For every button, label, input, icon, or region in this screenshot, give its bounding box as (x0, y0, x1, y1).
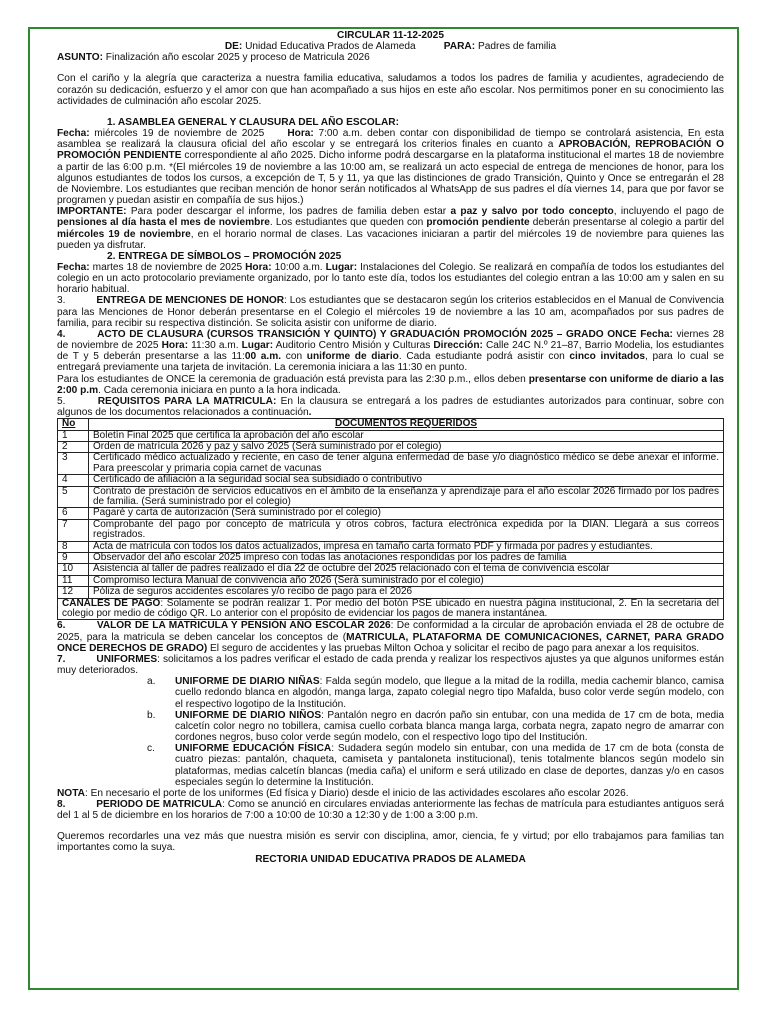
table-row (58, 508, 724, 519)
row-document: Certificado de afiliación a la seguridad social sea subsidiado o contributivo (89, 475, 724, 486)
s3-title: ENTREGA DE MENCIONES DE HONOR (96, 295, 285, 307)
row-number: 7 (58, 519, 89, 541)
direccion-label: Dirección: (433, 340, 483, 352)
row-number: 8 (58, 541, 89, 552)
nota-label: NOTA (57, 787, 85, 799)
fecha-value: miércoles 19 de noviembre de 2025 (94, 128, 265, 140)
table-row (58, 475, 724, 486)
dir-a: Calle 24C N.º 21–87, Barrio Modelia, los estudiantes de T y 5 deberán presentarse a las 11: (57, 340, 724, 363)
s3-text: : Los estudiantes que se destacaron según los criterios establecidos en el Manual de Convivencia para las Menciones de Honor deberán presentarse en el Colegio el miércoles 19 de noviembre a las 10 am, acompañados por sus padres de familia, para recibir su respectiva distinción. Se solicita asistir con uniforme de diario. (57, 295, 724, 329)
uniform-item (147, 676, 724, 709)
important-note (57, 206, 724, 251)
dir-e: . Cada estudiante podrá asistir con (398, 351, 565, 363)
uniform-item (147, 710, 724, 743)
imp-f: promoción pendiente (426, 217, 530, 229)
section-4 (57, 329, 724, 374)
uniform-item-letter: a. (147, 676, 156, 688)
table-row (58, 441, 724, 452)
row-number: 10 (58, 564, 89, 575)
dir-c: con (285, 351, 303, 363)
table-row (58, 575, 724, 586)
table-row (58, 541, 724, 552)
canales-label: CANALES DE PAGO (62, 597, 161, 609)
table-row (58, 453, 724, 475)
fecha-value: martes 18 de noviembre de 2025 (92, 261, 243, 273)
s5-num: 5. (57, 395, 66, 407)
uniform-item (147, 743, 724, 788)
table-row (58, 430, 724, 441)
row-document: Observador del año escolar 2025 impreso con todas las anotaciones respondidas por los padres de familia (89, 553, 724, 564)
table-row (58, 553, 724, 564)
nota-text: : En necesario el porte de los uniformes (Ed física y Diario) desde el inicio de las actividades escolares año escolar 2026. (84, 787, 629, 799)
row-document: Compromiso lectura Manual de convivencia año 2026 (Será suministrado por el colegio) (89, 575, 724, 586)
table-header-row (58, 419, 724, 430)
hora-value: 11:30 a.m. (191, 340, 239, 352)
dir-g: , para lo cual se entregará previamente una tarjeta de invitación. La ceremonia iniciara a las 11:30 en punto. (57, 351, 725, 374)
row-number: 3 (58, 453, 89, 475)
lugar-label: Lugar: (241, 340, 274, 352)
imp-c: , incluyendo el pago de (613, 206, 724, 218)
hora-label: Hora: (245, 261, 272, 273)
hora-label: Hora: (287, 128, 314, 140)
imp-i: , en el horario normal de clases. Las vacaciones iniciaran a partir del miércoles 19 de noviembre para quienes las pueden ya disfrutar. (57, 228, 725, 251)
row-document: Póliza de seguros accidentes escolares y/o recibo de pago para el 2026 (89, 587, 724, 598)
lugar-value: Auditorio Centro Misión y Culturas (275, 340, 431, 352)
col-docs-header: DOCUMENTOS REQUERIDOS (89, 419, 724, 430)
table-row (58, 587, 724, 598)
dir-d: uniforme de diario (306, 351, 399, 363)
nota-line (57, 788, 724, 799)
s6-text-a: : De conformidad a la circular de aprobación enviada el 28 de octubre de 2025, para la matricula se deben cancelar los conceptos de ( (57, 620, 724, 643)
row-number: 2 (58, 441, 89, 452)
asunto-label: ASUNTO: (57, 52, 103, 64)
row-number: 11 (58, 575, 89, 586)
from-to-line (57, 41, 724, 52)
s4-title: ACTO DE CLAUSURA (CURSOS TRANSICIÓN Y QUINTO) Y GRADUACIÓN PROMOCIÓN 2025 – GRADO ONCE (97, 328, 637, 340)
s8-text: : Como se anunció en circulares enviadas anteriormente las fechas de matrícula para estudiantes antiguos será del 1 al 5 de diciembre en los horarios de 7:00 a 10:00 de 10:30 a 12:30 y de 1:00 a 3:00 p.m. (57, 798, 724, 822)
uniform-item-desc: : Pantalón negro en dacrón paño sin entubar, con una medida de 17 cm de bota, media calcetín color negro no tobillera, camisa cuello corbata blanca manga larga, corbata negra, zapato negro de amarrar con cordones negros, buso color verde según modelo, con el respectivo logo tipo del Institución. (175, 709, 724, 744)
uniform-item-text (175, 743, 724, 788)
imp-d: pensiones al día hasta el mes de noviembre (57, 217, 270, 229)
s6-text-b: MATRICULA, PLATAFORMA DE COMUNICACIONES, CARNET, PARA GRADO ONCE DERECHOS DE GRADO) (57, 631, 724, 654)
col-no-header: No (58, 419, 89, 430)
uniform-item-title: UNIFORME DE DIARIO NIÑOS (175, 709, 322, 721)
closing-paragraph: Queremos recordarles una vez más que nuestra misión es servir con disciplina, amor, ciencia, fe y virtud; por ello trabajamos para familias tan importantes como la suya. (57, 831, 724, 854)
importante-label: IMPORTANTE: (57, 206, 127, 218)
imp-g: deberán presentarse al colegio a partir del (532, 217, 724, 229)
section-3 (57, 295, 724, 328)
dir-f: cinco invitados (569, 351, 646, 363)
uniform-item-text (175, 710, 724, 743)
s1-text-b: APROBACIÓN, REPROBACIÓN O PROMOCIÓN PENDIENTE (57, 139, 724, 162)
row-number: 6 (58, 508, 89, 519)
circular-document (57, 30, 724, 865)
s5-title: REQUISITOS PARA LA MATRICULA: (97, 395, 277, 407)
s5-text: En la clausura se entregará a los padres de estudiantes autorizados para continuar, sobre con algunos de los documentos relacionados a continuación (57, 395, 724, 418)
para-label: PARA: (443, 41, 476, 53)
fecha-label: Fecha: (57, 128, 90, 140)
section-7 (57, 654, 724, 676)
s6-num: 6. (57, 620, 66, 632)
uniform-item-letter: b. (147, 709, 156, 721)
lugar-value: Instalaciones del Colegio. Se realizará en compañía de todos los estudiantes del colegio en un acto protocolario previamente organizado, por lo tanto este día, todos los estudiantes del colegio entran a las 10:00 am y salen en su horario habitual. (57, 261, 724, 296)
row-document: Comprobante del pago por concepto de matrícula y otros cobros, factura electrónica expedida por la DIAN. Llegará a sus correos registrados. (89, 519, 724, 541)
once-b: presentarse con uniforme de diario a las 2:00 p.m (57, 373, 724, 396)
row-number: 9 (58, 553, 89, 564)
row-number: 1 (58, 430, 89, 441)
uniform-item-letter: c. (147, 743, 155, 755)
fecha-value: viernes 28 de noviembre de 2025 (57, 328, 724, 352)
row-number: 4 (58, 475, 89, 486)
imp-b: a paz y salvo por todo concepto (450, 206, 614, 218)
canales-row (58, 598, 724, 620)
documents-table (57, 418, 724, 620)
uniform-item-text (175, 676, 724, 709)
subject-line (57, 52, 724, 63)
section-5 (57, 396, 724, 418)
section-2-title: 2. ENTREGA DE SÍMBOLOS – PROMOCIÓN 2025 (107, 250, 342, 262)
s3-num: 3. (57, 295, 66, 307)
once-a: Para los estudiantes de ONCE la ceremonia de graduación está prevista para las 2:30 p.m., ellos deben (57, 373, 526, 385)
row-document: Boletín Final 2025 que certifica la aprobación del año escolar (89, 430, 724, 441)
circular-number: CIRCULAR 11-12-2025 (337, 30, 444, 41)
hora-label: Hora: (161, 340, 189, 352)
de-value: Unidad Educativa Prados de Alameda (245, 41, 416, 53)
imp-e: . Los estudiantes que queden con (269, 217, 424, 229)
row-document: Certificado médico actualizado y reciente, en caso de tener alguna enfermedad de base y/o diagnóstico médico se debe anexar el informe. Para preescolar y primaria copia carnet de vacunas (89, 453, 724, 475)
s7-text: : solicitamos a los padres verificar el estado de cada prenda y realizar los respectivos ajustes ya que algunos uniformes están muy deteriorados. (57, 653, 724, 677)
section-1-title: 1. ASAMBLEA GENERAL Y CLAUSURA DEL AÑO ESCOLAR: (107, 116, 399, 128)
uniform-item-title: UNIFORME DE DIARIO NIÑAS (175, 676, 320, 688)
dir-b: 00 a.m. (244, 351, 282, 363)
hora-value: 7:00 a.m. deben contar con disponibilidad de tiempo se controlará asistencia, (318, 128, 684, 140)
s7-num: 7. (57, 653, 66, 665)
s5-dot: . (308, 407, 312, 418)
para-value: Padres de familia (477, 41, 557, 53)
section-4-once (57, 374, 724, 396)
s8-title: PERIODO DE MATRICULA (96, 798, 223, 810)
row-document: Pagaré y carta de autorización (Será suministrado por el colegio) (89, 508, 724, 519)
row-document: Asistencia al taller de padres realizado el día 22 de octubre del 2025 relacionado con el tema de convivencia escolar (89, 564, 724, 575)
section-6 (57, 620, 724, 653)
s8-num: 8. (57, 798, 66, 810)
table-row (58, 486, 724, 508)
s7-title: UNIFORMES (96, 653, 158, 665)
s1-text-c: correspondiente al año 2025. Dicho informe podrá descargarse en la plataforma institucional el martes 18 de noviembre a partir de las 6:00 p.m. *(El miércoles 19 de noviembre a las 10:00 am, se realizará un acto especial de entrega de menciones de honor, para los algunos estudiantes de todos los cursos, a excepción de T, 5 y 11, ya que las distinciones de grado Transición, Quinto y Once se entregarán el 28 de Noviembre. Los estudiantes que reciban mención de honor serán notificados al WhatsApp de sus padres el día viernes 14, para que por favor se programen y puedan asistir en compañía de sus hijos.) (57, 150, 725, 207)
section-1-body (57, 128, 724, 206)
asunto-value: Finalización año escolar 2025 y proceso de Matricula 2026 (105, 52, 370, 64)
lugar-label: Lugar: (325, 261, 358, 273)
uniform-item-desc: : Falda según modelo, que llegue a la mitad de la rodilla, media cachemir blanco, camisa cuello redondo blanca en algodón, manga larga, zapato colegial negro tipo Mafalda, buso color verde según modelo, con el respectivo logotipo de la Institución. (175, 676, 724, 710)
imp-h: miércoles 19 de noviembre (57, 228, 191, 240)
row-document: Contrato de prestación de servicios educativos en el ámbito de la enseñanza y aprendizaje para el año escolar 2026 firmado por los padres de familia. (Será suministrado por el colegio) (89, 486, 724, 508)
fecha-label: Fecha: (640, 328, 673, 340)
row-number: 5 (58, 486, 89, 508)
row-document: Orden de matrícula 2026 y paz y salvo 2025 (Será suministrado por el colegio) (89, 441, 724, 452)
fecha-label: Fecha: (57, 261, 90, 273)
table-row (58, 519, 724, 541)
intro-paragraph: Con el cariño y la alegría que caracteriza a nuestra familia educativa, saludamos a todos los padres de familia y acudientes, agradeciendo de corazón su dedicación, esfuerzo y el amor con que han acompañado a sus hijos en este año escolar. Nos permitimos poner en su conocimiento las actividades de culminación año escolar 2025. (57, 73, 724, 107)
canales-cell (58, 598, 724, 620)
uniform-item-title: UNIFORME EDUCACIÓN FÍSICA (175, 743, 332, 755)
de-label: DE: (224, 41, 243, 53)
s1-text-a: En esta asamblea se realizará la clausura oficial del año escolar y se entregará los criterios finales en cuanto a (57, 128, 724, 151)
s6-title: VALOR DE LA MATRICULA Y PENSIÓN AÑO ESCOLAR 2026 (96, 620, 391, 632)
s6-text-c: El seguro de accidentes y las pruebas Milton Ochoa y solicitar el recibo de pago para anexar a los requisitos. (207, 642, 700, 654)
signature: RECTORIA UNIDAD EDUCATIVA PRADOS DE ALAMEDA (255, 853, 526, 865)
section-2-body (57, 262, 724, 295)
row-number: 12 (58, 587, 89, 598)
once-c: . Cada ceremonia iniciara en punto a la hora indicada. (98, 384, 341, 396)
hora-value: 10:00 a.m. (274, 261, 323, 273)
uniform-list (57, 676, 724, 788)
uniform-item-desc: : Sudadera según modelo sin entubar, con una medida de 17 cm de bota (consta de cuatro piezas: pantalón, chaqueta, camiseta y pantaloneta institucional), tenis totalmente blancos según modelo sin plataformas, medias calcetín blancas (media caña) el uniform e será utilizado en clase de deportes, danzas y/o en casos especiales según lo determine la Institución. (175, 743, 724, 788)
row-document: Acta de matrícula con todos los datos actualizados, impresa en tamaño carta formato PDF y firmada por padres y estudiantes. (89, 541, 724, 552)
section-8 (57, 799, 724, 821)
table-row (58, 564, 724, 575)
s4-num: 4. (57, 328, 66, 340)
imp-a: Para poder descargar el informe, los padres de familia deben estar (130, 206, 447, 218)
canales-text: : Solamente se podrán realizar 1. Por medio del botón PSE ubicado en nuestra página institucional, 2. En la secretaria del colegio por medio de código QR. Lo anterior con el propósito de evidenciar los pagos de manera instantánea. (62, 597, 719, 620)
